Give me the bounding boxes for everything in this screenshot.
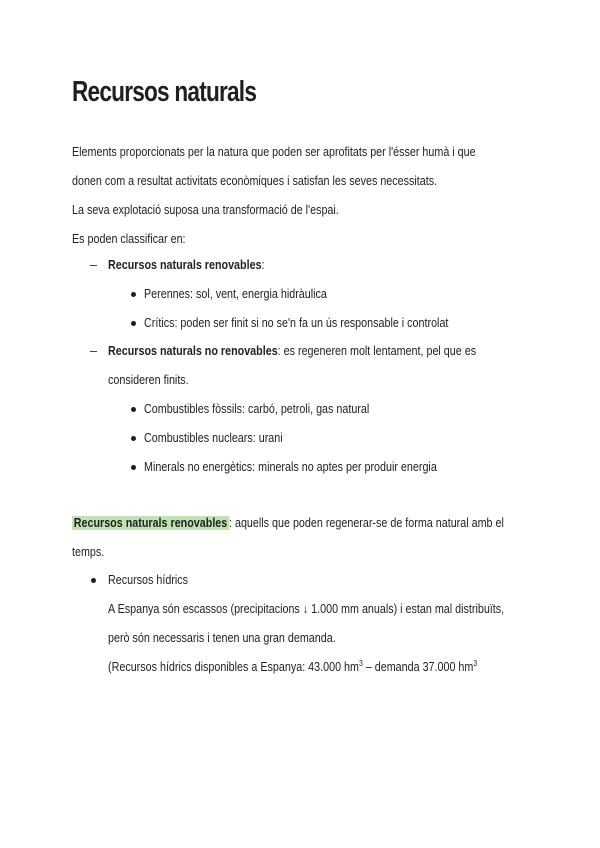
page-title: Recursos naturals <box>72 76 257 108</box>
bullet-icon <box>91 578 96 583</box>
no-renovables-line-2: consideren finits. <box>108 373 189 387</box>
intro-line-4: Es poden classificar en: <box>72 232 186 246</box>
no-renovables-suffix: : es regeneren molt lentament, pel que es <box>277 344 477 358</box>
intro-line-1: Elements proporcionats per la natura que poden ser aprofitats per l'ésser humà i que <box>72 145 476 159</box>
bullet-icon <box>131 465 136 470</box>
bullet-icon <box>131 321 136 326</box>
no-renovables-item-2: Combustibles nuclears: urani <box>144 431 283 445</box>
renovables-label: Recursos naturals renovables <box>108 258 262 272</box>
no-renovables-heading <box>108 344 476 358</box>
intro-line-3: La seva explotació suposa una transformació de l'espai. <box>72 203 339 217</box>
superscript-3: 3 <box>358 658 363 668</box>
recursos-hidrics-bullet: Recursos hídrics <box>108 573 189 587</box>
no-renovables-item-3: Minerals no energètics: minerals no aptes per produir energia <box>144 460 437 474</box>
renovables-item-1: Perennes: sol, vent, energia hidràulica <box>144 287 327 301</box>
bullet-icon <box>131 292 136 297</box>
renovables-heading <box>108 258 265 272</box>
dash-marker: – <box>90 344 97 358</box>
hidrics-para-line-2: però són necessaris i tenen una gran demanda. <box>108 631 336 645</box>
renovables-item-2: Crítics: poden ser finit si no se'n fa un ús responsable i controlat <box>144 316 449 330</box>
section2-line-1-rest: : aquells que poden regenerar-se de forma natural amb el <box>228 516 504 530</box>
renovables-suffix: : <box>261 258 265 272</box>
hidrics-note-a: (Recursos hídrics disponibles a Espanya: 43.000 hm <box>108 660 359 674</box>
bullet-icon <box>131 436 136 441</box>
section2-highlight: Recursos naturals renovables <box>73 516 228 530</box>
hidrics-para-line-1: A Espanya són escassos (precipitacions ↓ 1.000 mm anuals) i estan mal distribuïts, <box>108 602 505 616</box>
dash-marker: – <box>90 258 97 272</box>
bullet-icon <box>131 407 136 412</box>
intro-line-2: donen com a resultat activitats econòmiques i satisfan les seves necessitats. <box>72 174 438 188</box>
hidrics-note <box>108 660 477 674</box>
superscript-3: 3 <box>473 658 478 668</box>
no-renovables-label: Recursos naturals no renovables <box>108 344 278 358</box>
section2-line-2: temps. <box>72 545 105 559</box>
hidrics-note-b: – demanda 37.000 hm <box>362 660 474 674</box>
no-renovables-item-1: Combustibles fòssils: carbó, petroli, gas natural <box>144 402 370 416</box>
section2-line-1 <box>72 516 504 530</box>
